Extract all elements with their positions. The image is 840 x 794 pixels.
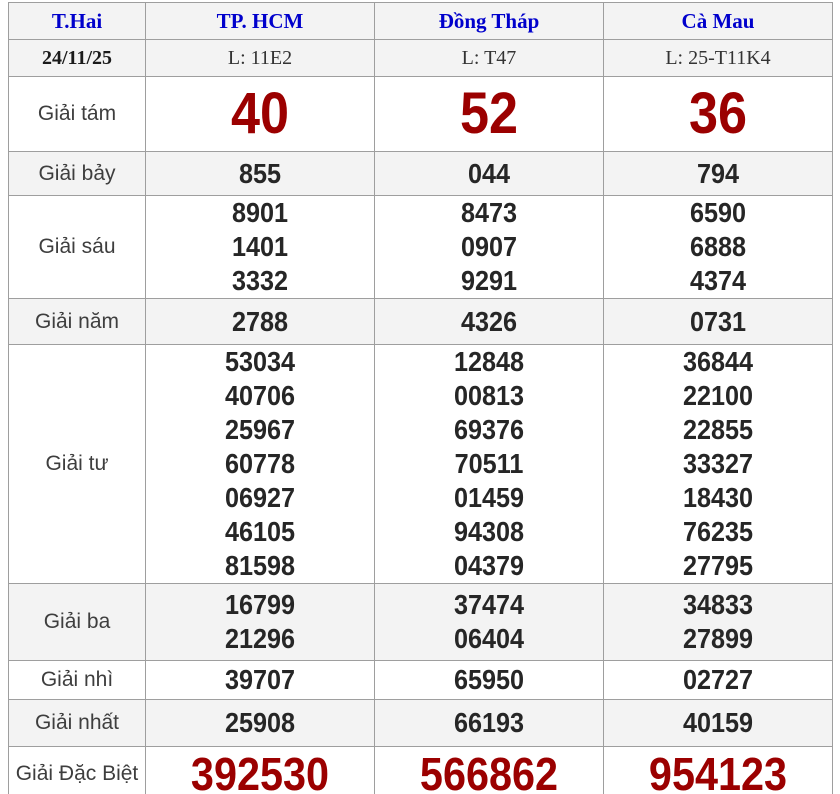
prize-number: 794 [696, 157, 740, 189]
prize-number: 37474 [453, 589, 525, 620]
prize-values-tam-col1 [375, 77, 604, 152]
prize-number: 4326 [460, 305, 518, 337]
prize-row-ba [9, 584, 833, 661]
prize-number: 22855 [682, 414, 754, 445]
prize-number: 6888 [689, 231, 747, 262]
header-row [9, 3, 833, 40]
prize-row-tu [9, 345, 833, 584]
prize-label-tam: Giải tám [9, 77, 146, 152]
prize-row-nam [9, 299, 833, 345]
prize-number: 40706 [224, 380, 296, 411]
prize-number: 27795 [682, 550, 754, 581]
lottery-results-table [8, 2, 833, 794]
prize-number: 0907 [460, 231, 518, 262]
prizes-body [9, 77, 833, 794]
prize-values-sau-col1 [375, 196, 604, 299]
lottery-code-camau: L: 25-T11K4 [604, 40, 833, 77]
prize-number: 33327 [682, 448, 754, 479]
prize-number: 8473 [460, 197, 518, 228]
prize-values-nhi-col0 [146, 661, 375, 700]
prize-values-tu-col1 [375, 345, 604, 584]
prize-number: 25967 [224, 414, 296, 445]
prize-values-tam-col2 [604, 77, 833, 152]
prize-values-nhi-col1 [375, 661, 604, 700]
prize-number: 36844 [682, 346, 754, 377]
prize-values-tu-col0 [146, 345, 375, 584]
prize-values-bay-col2 [604, 152, 833, 196]
prize-label-nam: Giải năm [9, 299, 146, 345]
prize-number: 40159 [682, 707, 754, 738]
prize-number: 12848 [453, 346, 525, 377]
prize-number: 6590 [689, 197, 747, 228]
draw-date: 24/11/25 [9, 40, 146, 77]
column-header-tphcm[interactable]: TP. HCM [146, 3, 375, 40]
prize-values-db-col1 [375, 747, 604, 794]
prize-number: 06404 [453, 623, 525, 654]
prize-number: 34833 [682, 589, 754, 620]
prize-number: 0731 [689, 305, 747, 337]
prize-number: 60778 [224, 448, 296, 479]
prize-number: 06927 [224, 482, 296, 513]
prize-number: 3332 [231, 265, 289, 296]
date-row [9, 40, 833, 77]
lottery-code-tphcm: L: 11E2 [146, 40, 375, 77]
prize-number: 39707 [224, 664, 296, 695]
prize-number: 25908 [224, 707, 296, 738]
prize-values-sau-col0 [146, 196, 375, 299]
prize-values-ba-col0 [146, 584, 375, 661]
prize-label-nhat: Giải nhất [9, 700, 146, 747]
prize-number: 1401 [231, 231, 289, 262]
column-header-day[interactable]: T.Hai [9, 3, 146, 40]
prize-values-bay-col1 [375, 152, 604, 196]
prize-values-db-col2 [604, 747, 833, 794]
prize-values-tam-col0 [146, 77, 375, 152]
prize-number: 70511 [454, 448, 524, 479]
prize-row-bay [9, 152, 833, 196]
prize-number: 53034 [224, 346, 296, 377]
prize-values-tu-col2 [604, 345, 833, 584]
prize-number: 4374 [689, 265, 747, 296]
prize-number: 8901 [231, 197, 289, 228]
prize-number: 01459 [453, 482, 525, 513]
prize-row-sau [9, 196, 833, 299]
prize-values-nhi-col2 [604, 661, 833, 700]
prize-number: 65950 [453, 664, 525, 695]
prize-values-nhat-col2 [604, 700, 833, 747]
prize-label-ba: Giải ba [9, 584, 146, 661]
prize-number: 566862 [419, 748, 559, 794]
prize-number: 76235 [682, 516, 754, 547]
prize-number: 954123 [648, 748, 788, 794]
prize-row-tam [9, 77, 833, 152]
prize-number: 16799 [224, 589, 296, 620]
prize-label-tu: Giải tư [9, 345, 146, 584]
column-header-camau[interactable]: Cà Mau [604, 3, 833, 40]
prize-number: 2788 [231, 305, 289, 337]
prize-row-nhi [9, 661, 833, 700]
prize-number: 69376 [453, 414, 525, 445]
table-header [9, 3, 833, 77]
prize-number: 22100 [682, 380, 754, 411]
prize-values-nhat-col0 [146, 700, 375, 747]
prize-number: 9291 [460, 265, 518, 296]
prize-values-nam-col1 [375, 299, 604, 345]
lottery-code-dongthap: L: T47 [375, 40, 604, 77]
prize-number: 81598 [224, 550, 296, 581]
prize-values-ba-col1 [375, 584, 604, 661]
prize-number: 66193 [453, 707, 525, 738]
prize-number: 21296 [224, 623, 296, 654]
prize-number: 04379 [453, 550, 525, 581]
prize-values-nhat-col1 [375, 700, 604, 747]
prize-number: 52 [459, 81, 519, 146]
prize-number: 00813 [453, 380, 525, 411]
prize-number: 18430 [682, 482, 754, 513]
column-header-dongthap[interactable]: Đồng Tháp [375, 3, 604, 40]
prize-label-db: Giải Đặc Biệt [9, 747, 146, 794]
prize-number: 94308 [453, 516, 525, 547]
prize-label-nhi: Giải nhì [9, 661, 146, 700]
prize-number: 02727 [682, 664, 754, 695]
prize-values-sau-col2 [604, 196, 833, 299]
prize-number: 46105 [224, 516, 296, 547]
prize-number: 044 [467, 157, 511, 189]
prize-number: 36 [688, 81, 748, 146]
prize-number: 855 [238, 157, 282, 189]
prize-number: 40 [230, 81, 290, 146]
prize-values-bay-col0 [146, 152, 375, 196]
prize-label-bay: Giải bảy [9, 152, 146, 196]
prize-values-nam-col0 [146, 299, 375, 345]
prize-values-db-col0 [146, 747, 375, 794]
prize-values-ba-col2 [604, 584, 833, 661]
prize-number: 392530 [190, 748, 330, 794]
prize-row-db [9, 747, 833, 794]
prize-number: 27899 [682, 623, 754, 654]
prize-values-nam-col2 [604, 299, 833, 345]
prize-row-nhat [9, 700, 833, 747]
prize-label-sau: Giải sáu [9, 196, 146, 299]
